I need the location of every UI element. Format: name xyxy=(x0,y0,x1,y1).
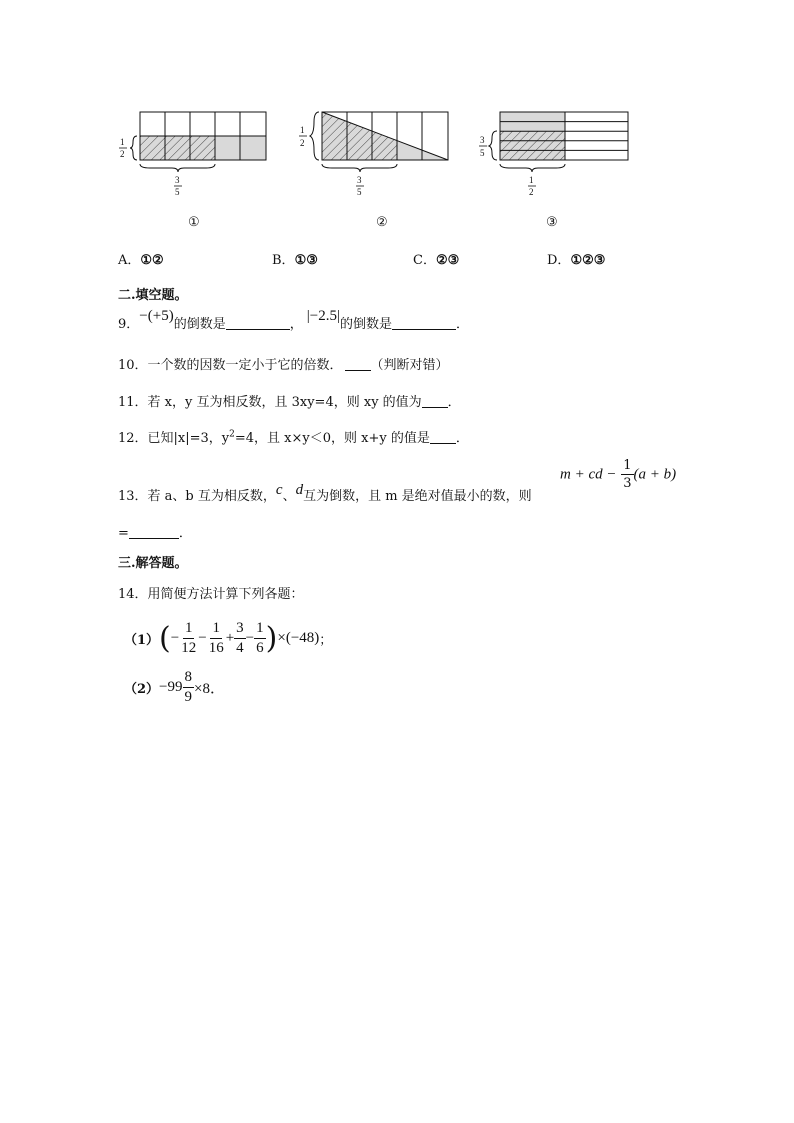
option-b-text: ①③ xyxy=(294,253,318,268)
q13-frac-den: 3 xyxy=(623,476,632,491)
q11-blank[interactable] xyxy=(422,394,448,408)
q12-pre: 12．已知|x|=3，y xyxy=(118,431,230,446)
fig2-bottom-den: 5 xyxy=(357,187,362,197)
q14-p1-rparen: ) xyxy=(265,620,278,656)
q12-sup: 2 xyxy=(229,429,235,440)
q14-p1-label: （1） xyxy=(124,633,160,648)
q14-p1-f4-num: 1 xyxy=(254,621,266,639)
q13-expr-head: m + cd − xyxy=(560,466,617,483)
q14-part-2 xyxy=(124,670,225,705)
q13-line2 xyxy=(118,522,192,541)
q14-p1-lparen: ( xyxy=(159,620,171,656)
q14-p2-int: −99 xyxy=(159,679,183,695)
fig2-left-num: 1 xyxy=(300,125,305,135)
figure-2 xyxy=(298,108,458,200)
option-a[interactable] xyxy=(118,249,164,268)
fig2-caption: ② xyxy=(376,215,388,230)
question-12 xyxy=(118,427,469,446)
q14-p1-f2-num: 1 xyxy=(210,621,222,639)
fig1-left-den: 2 xyxy=(120,149,125,159)
q10-blank[interactable] xyxy=(345,357,371,371)
q14-p1-end: ； xyxy=(319,633,333,648)
question-14: 14．用简便方法计算下列各题： xyxy=(118,587,304,602)
q14-p2-frac xyxy=(183,670,195,705)
option-a-letter: A． xyxy=(118,253,141,268)
fig3-bottom-den: 2 xyxy=(529,187,534,197)
q13-c: c xyxy=(275,482,283,498)
q14-p1-tail: ×(−48) xyxy=(277,630,320,646)
q13-pre: 13．若 a、b 互为相反数， xyxy=(118,489,276,504)
q13-mid: 互为倒数，且 m 是绝对值最小的数，则 xyxy=(303,489,532,504)
q14-part-1: （1） ( − $\frac{1}{12}$ − $\frac{1}{16}$ + $\frac{3}{4}$ − $\frac{1}{6}$ ) ×(−48) ； xyxy=(124,620,333,656)
figure-3 xyxy=(476,108,636,200)
q13-frac-num: 1 xyxy=(623,458,632,473)
q9-end: ． xyxy=(455,317,469,332)
q13-dun: 、 xyxy=(282,489,296,504)
q10-text: 10．一个数的因数一定小于它的倍数． xyxy=(118,358,343,373)
q10-tail: （判断对错） xyxy=(370,358,449,373)
fig3-left-num: 3 xyxy=(480,135,485,145)
q9-sep: ， xyxy=(289,317,303,332)
fig1-caption: ① xyxy=(188,215,200,230)
section-fill-in-heading: 二.填空题。 xyxy=(118,288,188,303)
fig2-bottom-num: 3 xyxy=(357,175,362,185)
fig3-left-den: 5 xyxy=(480,148,485,158)
fig3-bottom-num: 1 xyxy=(529,175,534,185)
q14-p1-f1-den: 12 xyxy=(181,640,197,656)
q14-p2-den: 9 xyxy=(184,689,193,705)
section-answer-heading: 三.解答题。 xyxy=(118,556,188,571)
fig1-left-num: 1 xyxy=(120,137,125,147)
option-a-text: ①② xyxy=(140,253,164,268)
option-b[interactable] xyxy=(272,249,318,268)
q14-p2-label: （2） xyxy=(124,682,160,697)
q9-text2: 的倒数是 xyxy=(339,317,392,332)
fig2-left-den: 2 xyxy=(300,138,305,148)
option-c-letter: C． xyxy=(413,253,436,268)
q14-p2-tail: ×8． xyxy=(194,681,225,697)
option-b-letter: B． xyxy=(272,253,295,268)
fig1-bottom-den: 5 xyxy=(175,187,180,197)
q14-p1-frac1 xyxy=(179,621,198,656)
q14-p1-f1-num: 1 xyxy=(183,621,195,639)
q9-number: 9． xyxy=(118,317,140,332)
q9-blank-2[interactable] xyxy=(392,316,456,330)
q13-end: ． xyxy=(178,526,192,541)
q13-expr-tail: (a + b) xyxy=(633,466,677,483)
q14-p1-frac3 xyxy=(234,621,246,656)
q13-blank[interactable] xyxy=(129,525,179,539)
figure-1 xyxy=(118,108,278,200)
question-11 xyxy=(118,391,461,410)
q13-d: d xyxy=(295,482,304,498)
fig1-bottom-num: 3 xyxy=(175,175,180,185)
option-d[interactable] xyxy=(547,249,605,268)
option-c[interactable] xyxy=(413,249,459,268)
q13-eq: = xyxy=(118,526,129,541)
q14-p1-f4-den: 6 xyxy=(256,640,264,656)
q14-p1-frac2 xyxy=(207,621,226,656)
q14-p2-num: 8 xyxy=(183,670,195,688)
question-9 xyxy=(118,308,469,333)
option-c-text: ②③ xyxy=(435,253,460,268)
q13-expression xyxy=(560,459,676,490)
q14-p1-f3-num: 3 xyxy=(234,621,246,639)
q9-blank-1[interactable] xyxy=(226,316,290,330)
q9-expr2: |−2.5| xyxy=(306,308,340,324)
q11-end: ． xyxy=(447,395,461,410)
question-10 xyxy=(118,354,449,373)
q14-p1-frac4 xyxy=(254,621,266,656)
q9-text1: 的倒数是 xyxy=(173,317,226,332)
option-d-text: ①②③ xyxy=(570,253,606,268)
fig3-caption: ③ xyxy=(546,215,558,230)
q9-expr1: −(+5) xyxy=(139,308,174,324)
question-13 xyxy=(118,482,532,505)
q12-end: ． xyxy=(455,431,469,446)
q14-p1-f2-den: 16 xyxy=(208,640,224,656)
q11-text: 11．若 x，y 互为相反数，且 3xy=4，则 xy 的值为 xyxy=(118,395,422,410)
q12-blank[interactable] xyxy=(430,430,456,444)
option-d-letter: D． xyxy=(547,253,571,268)
q12-post: =4，且 x×y＜0，则 x+y 的值是 xyxy=(234,431,430,446)
q13-fraction xyxy=(621,459,633,490)
q14-p1-f3-den: 4 xyxy=(236,640,244,656)
